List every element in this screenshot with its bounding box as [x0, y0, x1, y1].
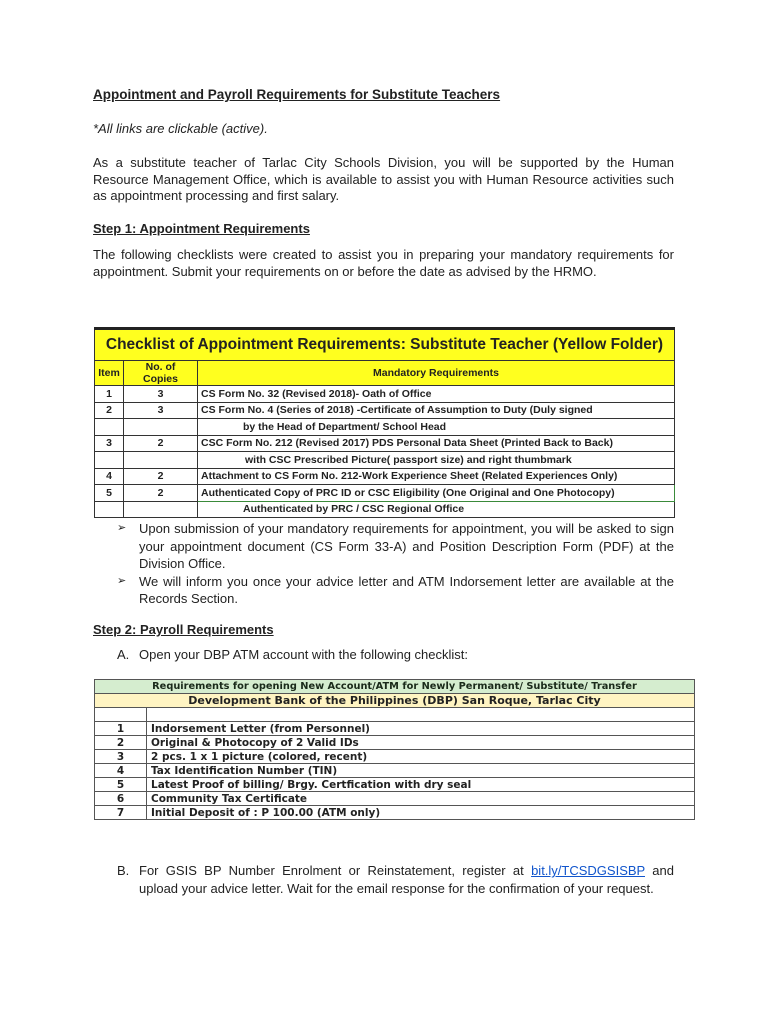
intro-paragraph: As a substitute teacher of Tarlac City Schools Division, you will be supported by the Human Resource Management Office, which is available to assist you with Human Resource activities such as appointment processing and first salary.: [93, 155, 674, 203]
header-copies: No. of Copies: [124, 361, 198, 386]
list-item: [117, 573, 674, 608]
row-text: Latest Proof of billing/ Brgy. Certfication with dry seal: [147, 778, 695, 792]
row-item: [95, 501, 124, 518]
gsis-register-link[interactable]: bit.ly/TCSDGSISBP: [531, 863, 645, 878]
row-item: [95, 452, 124, 469]
row-copies: [124, 452, 198, 469]
row-text: Indorsement Letter (from Personnel): [147, 722, 695, 736]
row-requirement: Authenticated by PRC / CSC Regional Office: [198, 501, 675, 518]
table-row: [95, 419, 675, 436]
row-requirement: by the Head of Department/ School Head: [198, 419, 675, 436]
row-number: 2: [95, 736, 147, 750]
dbp-banner-2: Development Bank of the Philippines (DBP) San Roque, Tarlac City: [95, 694, 695, 708]
dbp-checklist-table: [94, 679, 695, 820]
row-item: 3: [95, 435, 124, 452]
step1-heading: Step 1: Appointment Requirements: [93, 221, 310, 236]
header-requirements: Mandatory Requirements: [198, 361, 675, 386]
item-b-letter: B.: [117, 863, 130, 878]
row-copies: 3: [124, 402, 198, 419]
row-number: 1: [95, 722, 147, 736]
blank-cell: [95, 708, 147, 722]
table-row: [95, 501, 675, 518]
row-copies: 2: [124, 435, 198, 452]
row-requirement: with CSC Prescribed Picture( passport size) and right thumbmark: [198, 452, 675, 469]
row-text: Tax Identification Number (TIN): [147, 764, 695, 778]
table-row: [95, 452, 675, 469]
table-row: [95, 402, 675, 419]
table-row: [95, 485, 675, 502]
table-row: [95, 722, 695, 736]
blank-cell: [147, 708, 695, 722]
arrow-bullet-icon: ➢: [117, 574, 127, 587]
row-requirement: CS Form No. 32 (Revised 2018)- Oath of Office: [198, 386, 675, 403]
item-b-post: and upload your advice letter. Wait for the email response for the confirmation of your request.: [139, 863, 674, 896]
row-copies: 2: [124, 485, 198, 502]
row-item: [95, 419, 124, 436]
row-text: Community Tax Certificate: [147, 792, 695, 806]
item-b: [117, 862, 674, 897]
row-copies: 2: [124, 468, 198, 485]
bullet-text: We will inform you once your advice letter and ATM Indorsement letter are available at the Records Section.: [139, 573, 674, 606]
step1-paragraph: The following checklists were created to assist you in preparing your mandatory requirements for appointment. Submit your requirements on or before the date as advised by the HRMO.: [93, 247, 674, 279]
table-row: [95, 386, 675, 403]
row-item: 2: [95, 402, 124, 419]
list-item: [117, 520, 674, 573]
item-b-pre: For GSIS BP Number Enrolment or Reinstatement, register at: [139, 863, 532, 878]
row-number: 3: [95, 750, 147, 764]
row-number: 5: [95, 778, 147, 792]
table-row: [95, 778, 695, 792]
table-row: [95, 806, 695, 820]
item-a-letter: A.: [117, 647, 130, 662]
item-a: [117, 646, 674, 664]
row-copies: [124, 419, 198, 436]
bullet-text: Upon submission of your mandatory requirements for appointment, you will be asked to sign your appointment document (CS Form 33-A) and Position Description Form (PDF) at the Division Office.: [139, 521, 674, 571]
row-text: Initial Deposit of : P 100.00 (ATM only): [147, 806, 695, 820]
item-a-text: Open your DBP ATM account with the following checklist:: [139, 647, 469, 662]
row-requirement: Authenticated Copy of PRC ID or CSC Eligibility (One Original and One Photocopy): [198, 485, 675, 502]
document-title: Appointment and Payroll Requirements for Substitute Teachers: [93, 87, 501, 102]
arrow-bullet-icon: ➢: [117, 522, 127, 534]
appointment-checklist-table: [94, 327, 675, 518]
row-requirement: Attachment to CS Form No. 212-Work Experience Sheet (Related Experiences Only): [198, 468, 675, 485]
row-requirement: CSC Form No. 212 (Revised 2017) PDS Personal Data Sheet (Printed Back to Back): [198, 435, 675, 452]
step1-bullet-list: [117, 520, 674, 608]
row-copies: 3: [124, 386, 198, 403]
table-row: [95, 468, 675, 485]
row-text: Original & Photocopy of 2 Valid IDs: [147, 736, 695, 750]
table-row: [95, 435, 675, 452]
row-text: 2 pcs. 1 x 1 picture (colored, recent): [147, 750, 695, 764]
row-number: 6: [95, 792, 147, 806]
table-row: [95, 736, 695, 750]
row-item: 1: [95, 386, 124, 403]
links-note: *All links are clickable (active).: [93, 121, 268, 136]
step2-heading: Step 2: Payroll Requirements: [93, 622, 274, 637]
row-copies: [124, 501, 198, 518]
row-number: 4: [95, 764, 147, 778]
row-item: 5: [95, 485, 124, 502]
dbp-banner-1: Requirements for opening New Account/ATM for Newly Permanent/ Substitute/ Transfer: [95, 680, 695, 694]
row-item: 4: [95, 468, 124, 485]
checklist-banner: Checklist of Appointment Requirements: Substitute Teacher (Yellow Folder): [95, 329, 675, 361]
table-row: [95, 750, 695, 764]
table-row: [95, 792, 695, 806]
header-item: Item: [95, 361, 124, 386]
row-requirement: CS Form No. 4 (Series of 2018) -Certificate of Assumption to Duty (Duly signed: [198, 402, 675, 419]
row-number: 7: [95, 806, 147, 820]
table-row: [95, 764, 695, 778]
item-b-text: [117, 862, 674, 897]
